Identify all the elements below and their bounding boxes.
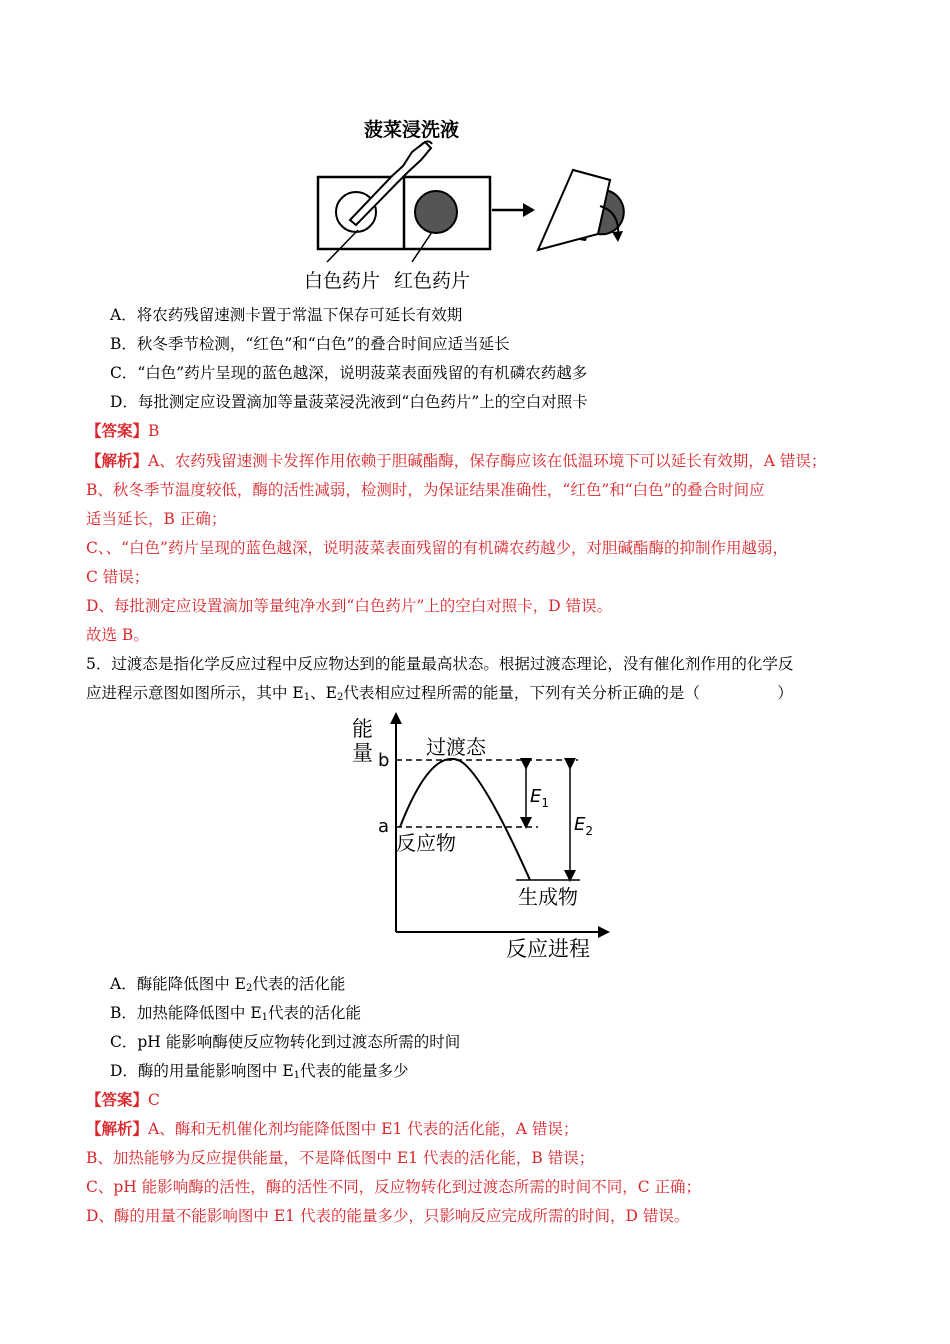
q5-answer-label: 【答案】 (86, 1090, 149, 1109)
e1-label: $E_1$ (530, 786, 550, 810)
q5-option-d-sub: 1 (293, 1070, 301, 1081)
folded-card-icon (538, 170, 624, 250)
q5-stem-line-2 (86, 683, 793, 703)
q4-answer (86, 421, 159, 441)
product-label: 生成物 (518, 885, 578, 909)
y-axis-arrow-icon (390, 712, 402, 724)
q4-analysis-line-6: D、每批测定应设置滴加等量纯净水到“白色药片”上的空白对照卡，D 错误。 (86, 597, 613, 615)
fig1-title: 菠菜浸洗液 (364, 119, 460, 141)
q5-answer-value: C (148, 1091, 160, 1109)
q5-answer (86, 1090, 160, 1110)
q4-analysis-line-4: C、、“白色”药片呈现的蓝色越深，说明菠菜表面残留的有机磷农药越少，对胆碱酯酶的抑制作用越弱， (86, 539, 788, 557)
q5-option-a-text: A．酶能降低图中 E (110, 975, 246, 993)
q5-analysis-text-1: A、酶和无机催化剂均能降低图中 E1 代表的活化能，A 错误； (148, 1120, 579, 1138)
q5-analysis-line-1 (86, 1119, 578, 1139)
q5-stem-sub-1: 1 (303, 692, 311, 703)
q5-stem-sub-2: 2 (336, 692, 344, 703)
q5-option-b-sub: 1 (261, 1012, 269, 1023)
e2-label: $E_2$ (574, 814, 594, 838)
q4-analysis-text-1: A、农药残留速测卡发挥作用依赖于胆碱酯酶，保存酶应该在低温环境下可以延长有效期，A 错误； (148, 452, 827, 470)
q4-analysis-line-3: 适当延长，B 正确； (86, 510, 227, 528)
energy-diagram-figure (340, 710, 620, 965)
q5-option-c (110, 1032, 460, 1052)
q5-analysis-line-3: C、pH 能影响酶的活性，酶的活性不同，反应物转化到过渡态所需的时间不同，C 正确； (86, 1178, 702, 1196)
q5-option-b-text: B．加热能降低图中 E (110, 1004, 262, 1022)
q4-analysis-line-7: 故选 B。 (86, 626, 149, 644)
q5-analysis-line-2: B、加热能够为反应提供能量，不是降低图中 E1 代表的活化能，B 错误； (86, 1149, 595, 1167)
q4-option-a: A．将农药残留速测卡置于常温下保存可延长有效期 (110, 306, 463, 324)
q4-analysis-line-1 (86, 451, 826, 471)
q5-option-a-tail: 代表的活化能 (252, 975, 346, 993)
q5-option-d-tail: 代表的能量多少 (300, 1062, 409, 1080)
q4-analysis-line-5: C 错误； (86, 568, 150, 586)
q5-option-a (110, 974, 345, 994)
reaction-curve (400, 759, 530, 880)
x-axis-arrow-icon (598, 926, 610, 938)
q5-analysis-line-4: D、酶的用量不能影响图中 E1 代表的能量多少，只影响反应完成所需的时间，D 错误。 (86, 1207, 690, 1225)
q5-stem-part-c: 代表相应过程所需的能量，下列有关分析正确的是（ ） (343, 684, 793, 702)
q5-option-c-text: C．pH 能影响酶使反应物转化到过渡态所需的时间 (110, 1033, 461, 1051)
reactant-label: 反应物 (396, 831, 456, 855)
q4-option-b: B．秋冬季节检测，“红色”和“白色”的叠合时间应适当延长 (110, 335, 510, 353)
fig1-label-red: 红色药片 (394, 270, 471, 292)
q5-option-b-tail: 代表的活化能 (268, 1004, 362, 1022)
red-tablet (415, 191, 457, 233)
q4-answer-label: 【答案】 (86, 421, 149, 440)
y-axis-label-2: 量 (352, 741, 373, 765)
tick-label-a: a (378, 816, 390, 837)
q5-option-a-sub: 2 (245, 983, 253, 994)
q4-analysis-line-2: B、秋冬季节温度较低，酶的活性减弱，检测时，为保证结果准确性，“红色”和“白色”的叠合时间应 (86, 481, 765, 499)
q5-stem-part-b: 、E (310, 684, 337, 702)
y-axis-label-1: 能 (352, 717, 373, 741)
q4-answer-value: B (148, 422, 160, 440)
pesticide-test-card-figure (300, 112, 670, 297)
q4-option-d: D．每批测定应设置滴加等量菠菜浸洗液到“白色药片”上的空白对照卡 (110, 393, 588, 411)
q5-stem-line-1: 5．过渡态是指化学反应过程中反应物达到的能量最高状态。根据过渡态理论，没有催化剂作用的化学反 (86, 655, 794, 673)
q4-analysis-label: 【解析】 (86, 451, 149, 470)
fig1-label-white: 白色药片 (304, 270, 381, 292)
arrow-right-icon (492, 203, 535, 217)
peak-label: 过渡态 (426, 735, 486, 759)
q5-option-d-text: D．酶的用量能影响图中 E (110, 1062, 294, 1080)
x-axis-label: 反应进程 (506, 937, 590, 961)
q5-stem-part-a: 应进程示意图如图所示，其中 E (86, 684, 304, 702)
q4-option-c: C．“白色”药片呈现的蓝色越深，说明菠菜表面残留的有机磷农药越多 (110, 364, 588, 382)
q5-option-b (110, 1003, 361, 1023)
tick-label-b: b (378, 750, 390, 771)
q5-option-d (110, 1061, 409, 1081)
q5-analysis-label: 【解析】 (86, 1119, 149, 1138)
